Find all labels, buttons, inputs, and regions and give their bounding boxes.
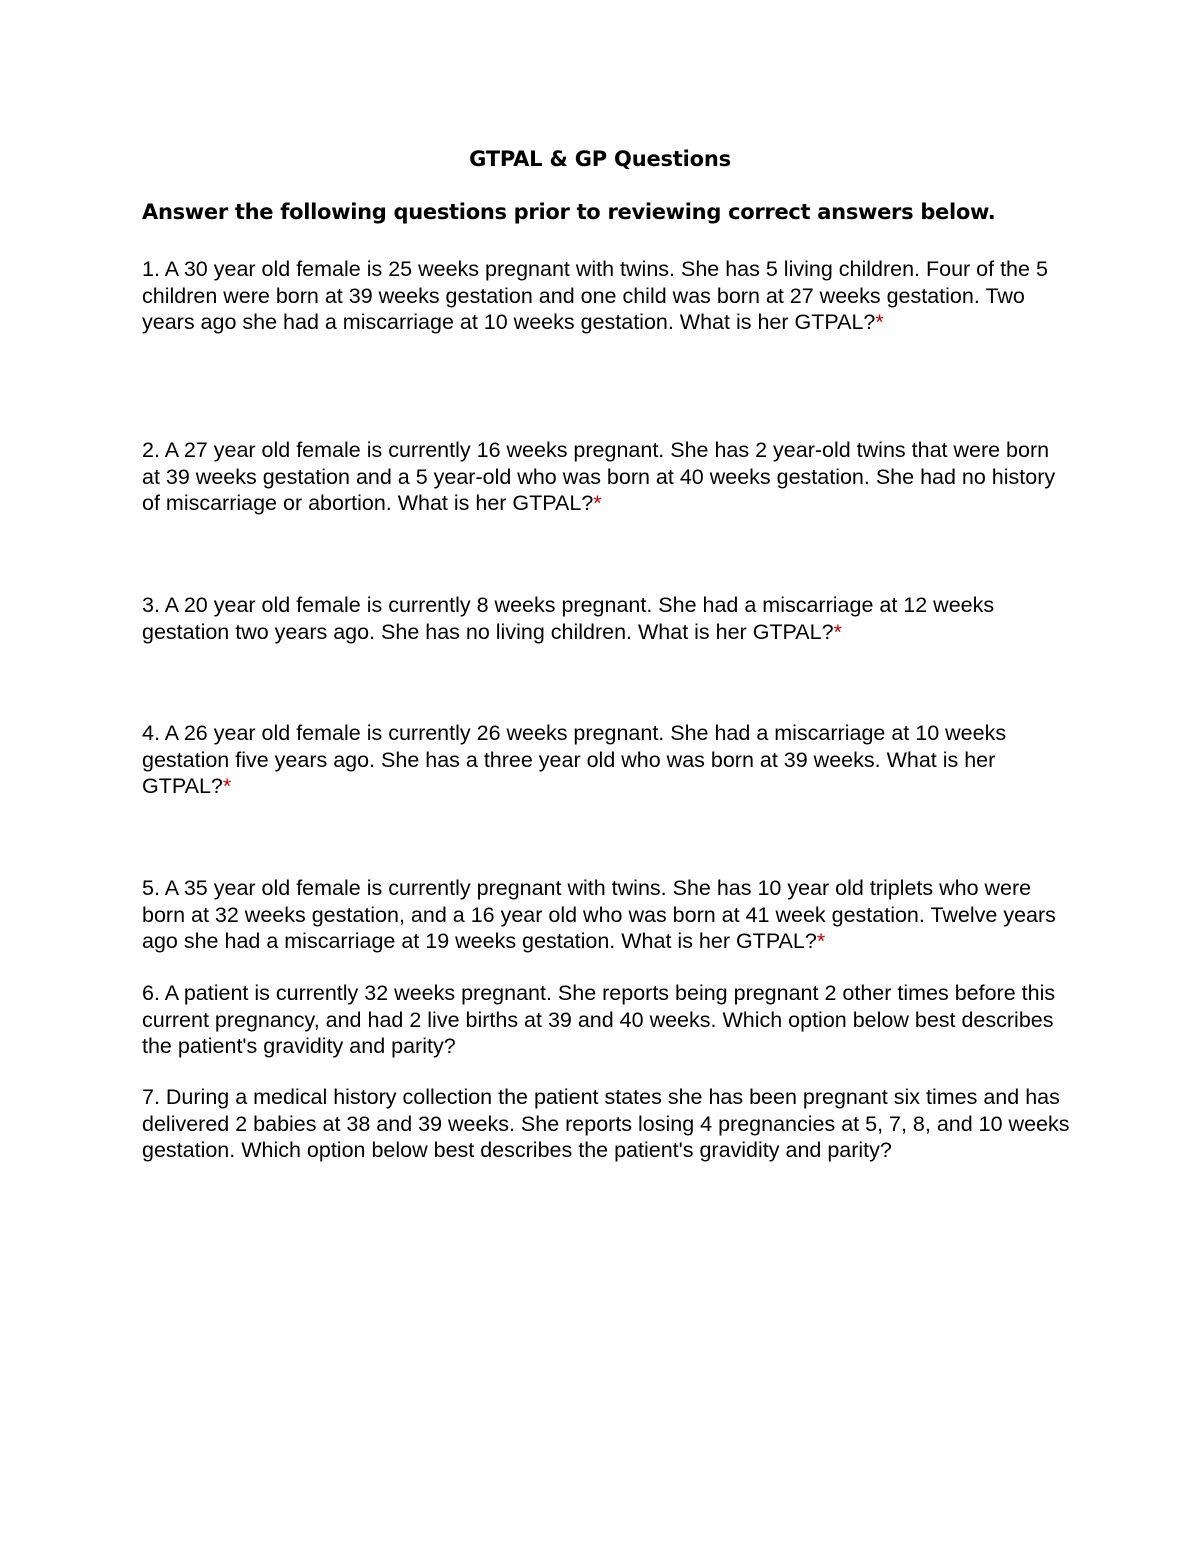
required-marker: * — [875, 310, 884, 334]
question-2 — [142, 437, 1072, 517]
question-text: 1. A 30 year old female is 25 weeks pregnant with twins. She has 5 living children. Four of the 5 children were born at 39 weeks gestation and one child was born at 27 weeks gestation. Two years ago she had a miscarriage at 10 weeks gestation. What is her GTPAL? — [142, 257, 1048, 334]
question-6 — [142, 980, 1072, 1060]
document-title: GTPAL & GP Questions — [469, 147, 731, 171]
required-marker: * — [222, 774, 232, 798]
required-marker: * — [816, 929, 826, 953]
question-text: 4. A 26 year old female is currently 26 weeks pregnant. She had a miscarriage at 10 weeks gestation five years ago. She has a three year old who was born at 39 weeks. What is her GTPAL? — [142, 721, 1007, 798]
question-text: 2. A 27 year old female is currently 16 weeks pregnant. She has 2 year-old twins that were born at 39 weeks gestation and a 5 year-old who was born at 40 weeks gestation. She had no history of miscarriage or abortion. What is her GTPAL? — [142, 438, 1056, 515]
question-7 — [142, 1084, 1072, 1164]
question-text: 6. A patient is currently 32 weeks pregnant. She reports being pregnant 2 other times before this current pregnancy, and had 2 live births at 39 and 40 weeks. Which option below best describes the patient's gravidity and parity? — [142, 981, 1056, 1058]
required-marker: * — [833, 619, 842, 644]
question-text: 5. A 35 year old female is currently pregnant with twins. She has 10 year old triplets who were born at 32 weeks gestation, and a 16 year old who was born at 41 week gestation. Twelve years ago she had a miscarriage at 19 weeks gestation. What is her GTPAL? — [142, 876, 1056, 953]
required-marker: * — [593, 491, 602, 515]
question-text: 3. A 20 year old female is currently 8 weeks pregnant. She had a miscarriage at 12 weeks gestation two years ago. She has no living children. What is her GTPAL? — [142, 593, 995, 644]
question-3 — [142, 592, 1072, 645]
question-5 — [142, 875, 1072, 955]
question-1 — [142, 256, 1072, 336]
question-text: 7. During a medical history collection the patient states she has been pregnant six times and has delivered 2 babies at 38 and 39 weeks. She reports losing 4 pregnancies at 5, 7, 8, and 10 weeks gestation. Which option below best describes the patient's gravidity and parity? — [142, 1085, 1070, 1162]
instructions-text: Answer the following questions prior to reviewing correct answers below. — [142, 200, 996, 224]
question-4 — [142, 720, 1072, 800]
